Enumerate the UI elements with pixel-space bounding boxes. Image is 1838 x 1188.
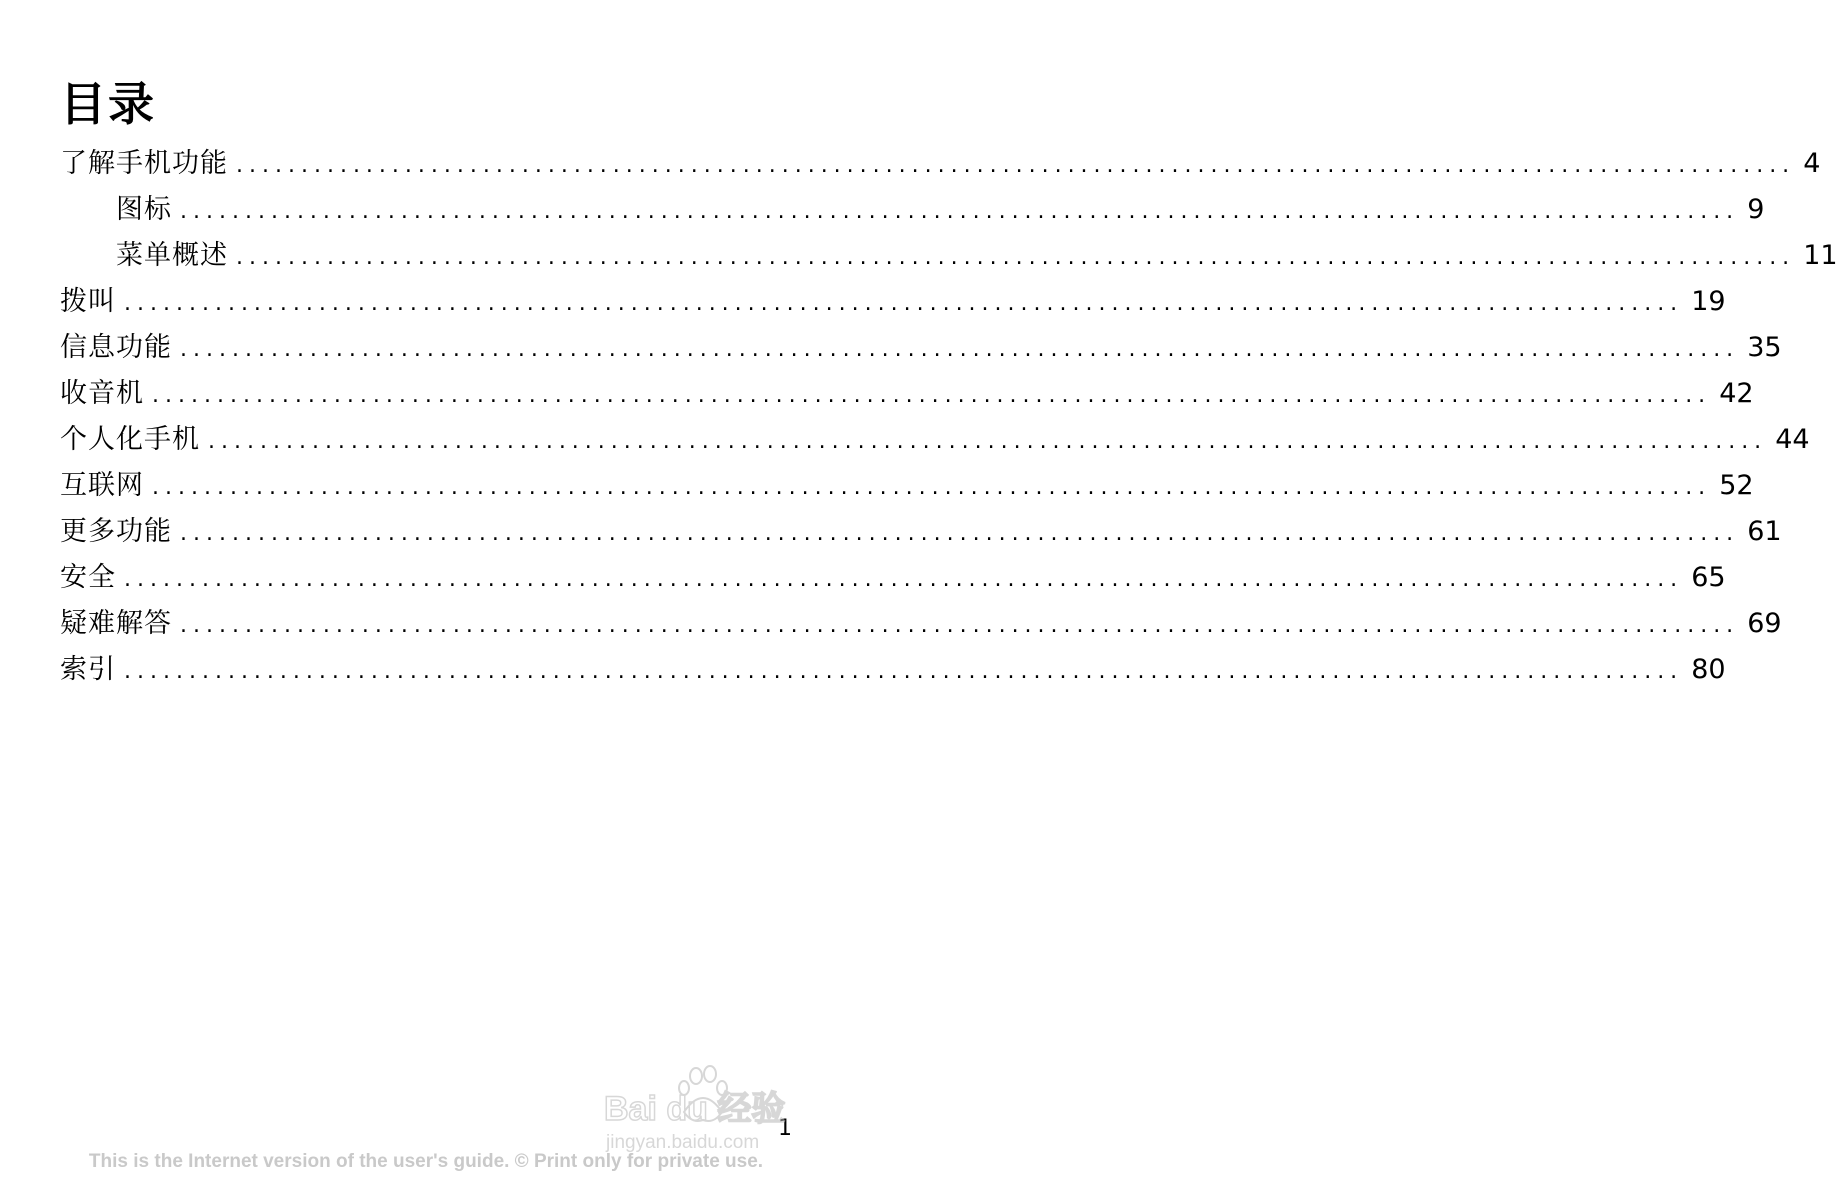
toc-entry-page: 80 bbox=[1691, 654, 1726, 685]
toc-entry[interactable] bbox=[60, 279, 1726, 325]
toc-entry-page: 61 bbox=[1747, 516, 1782, 547]
toc-entry[interactable] bbox=[60, 371, 1754, 417]
toc-entry-label: 个人化手机 bbox=[60, 424, 200, 455]
toc-leader-dots: ........................................................................................................................ bbox=[180, 199, 1740, 224]
toc-entry[interactable] bbox=[60, 417, 1810, 463]
toc-entry-page: 9 bbox=[1747, 194, 1765, 225]
watermark-url: jingyan.baidu.com bbox=[606, 1132, 760, 1153]
toc-entry[interactable] bbox=[60, 647, 1726, 693]
toc-leader-dots: ........................................................................................................................ bbox=[124, 659, 1684, 684]
footer-note: This is the Internet version of the user's guide. © Print only for private use. bbox=[88, 1151, 764, 1172]
toc-entry-page: 4 bbox=[1803, 148, 1821, 179]
table-of-contents bbox=[60, 141, 1838, 693]
toc-entry[interactable] bbox=[60, 187, 1765, 233]
toc-entry[interactable] bbox=[60, 233, 1838, 279]
toc-entry-page: 19 bbox=[1691, 286, 1726, 317]
toc-entry-page: 35 bbox=[1747, 332, 1782, 363]
toc-entry-page: 52 bbox=[1719, 470, 1754, 501]
toc-entry-label: 信息功能 bbox=[60, 332, 172, 363]
toc-entry-page: 69 bbox=[1747, 608, 1782, 639]
toc-entry[interactable] bbox=[60, 141, 1821, 187]
toc-leader-dots: ........................................................................................................................ bbox=[208, 429, 1768, 454]
page-number: 1 bbox=[778, 1116, 792, 1141]
toc-entry[interactable] bbox=[60, 601, 1782, 647]
toc-leader-dots: ........................................................................................................................ bbox=[180, 337, 1740, 362]
page-title: 目录 bbox=[60, 76, 156, 131]
toc-entry-label: 互联网 bbox=[60, 470, 144, 501]
toc-entry-label: 了解手机功能 bbox=[60, 148, 228, 179]
toc-leader-dots: ........................................................................................................................ bbox=[152, 475, 1712, 500]
toc-leader-dots: ........................................................................................................................ bbox=[180, 521, 1740, 546]
toc-entry-page: 42 bbox=[1719, 378, 1754, 409]
watermark-logo-text: Bai du 经验 bbox=[604, 1090, 786, 1128]
toc-leader-dots: ........................................................................................................................ bbox=[152, 383, 1712, 408]
toc-entry-page: 11 bbox=[1803, 240, 1838, 271]
toc-entry[interactable] bbox=[60, 555, 1726, 601]
toc-entry[interactable] bbox=[60, 463, 1754, 509]
toc-entry-label: 图标 bbox=[116, 194, 172, 225]
toc-entry[interactable] bbox=[60, 325, 1782, 371]
toc-leader-dots: ........................................................................................................................ bbox=[180, 613, 1740, 638]
toc-entry-page: 65 bbox=[1691, 562, 1726, 593]
toc-entry-label: 拨叫 bbox=[60, 286, 116, 317]
toc-leader-dots: ........................................................................................................................ bbox=[236, 153, 1796, 178]
toc-entry-label: 更多功能 bbox=[60, 516, 172, 547]
toc-leader-dots: ........................................................................................................................ bbox=[236, 245, 1796, 270]
toc-entry-label: 菜单概述 bbox=[116, 240, 228, 271]
toc-leader-dots: ........................................................................................................................ bbox=[124, 567, 1684, 592]
toc-entry-label: 收音机 bbox=[60, 378, 144, 409]
toc-leader-dots: ........................................................................................................................ bbox=[124, 291, 1684, 316]
toc-entry[interactable] bbox=[60, 509, 1782, 555]
toc-entry-page: 44 bbox=[1775, 424, 1810, 455]
toc-entry-label: 安全 bbox=[60, 562, 116, 593]
toc-entry-label: 索引 bbox=[60, 654, 116, 685]
baidu-jingyan-watermark bbox=[604, 1062, 799, 1157]
toc-entry-label: 疑难解答 bbox=[60, 608, 172, 639]
